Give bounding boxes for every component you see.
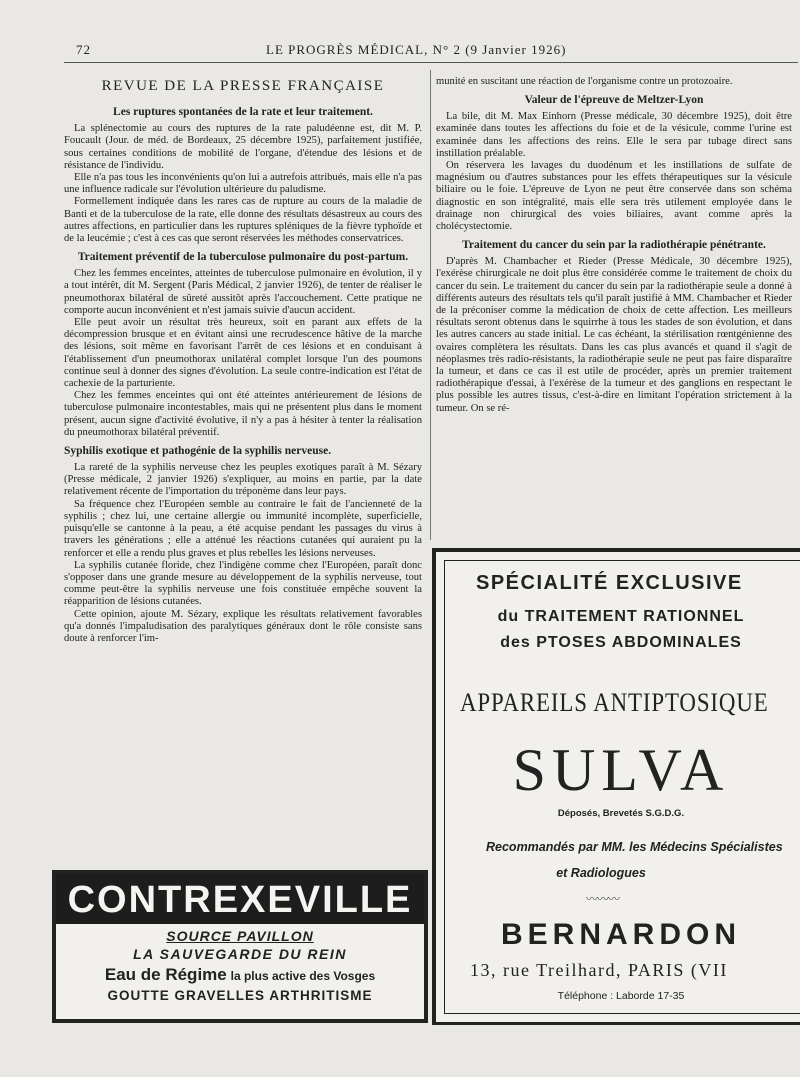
- maker-telephone: Téléphone : Laborde 17-35: [557, 990, 685, 1002]
- ornament-squiggle: 〰〰〰: [586, 892, 620, 906]
- tagline: LA SAUVEGARDE DU REIN: [133, 946, 347, 962]
- advertisement-contrexeville: [52, 870, 428, 1023]
- article-paragraph: Formellement indiquée dans les rares cas de rupture au cours de la maladie de Banti et de la tuberculose de la rate, elle donne des résultats désastreux au cours des autres affections, en particulier dans les ruptures spléniques de la fièvre typhoïde et de la leucémie ; c'est à ces cas que seront réservées les méthodes conservatrices.: [64, 196, 422, 245]
- right-column: [436, 76, 792, 415]
- page-number: 72: [76, 42, 91, 57]
- article-paragraph: La syphilis cutanée floride, chez l'indigène comme chez l'Européen, paraît donc s'opposer dans une grande mesure au développement de la syphilis nerveuse, tout comme peut-être la syphilis nerveuse une fois constituée empêche souvent la réapparition de lésions cutanées.: [64, 559, 422, 608]
- section-title: REVUE DE LA PRESSE FRANÇAISE: [101, 78, 385, 94]
- advertisement-sulva: [432, 548, 800, 1025]
- article-paragraph: Cette opinion, ajoute M. Sézary, explique les résultats relativement favorables qu'a donnés l'impaludisation des paralytiques généraux dont le rôle consiste sans doute à renforcer l'im-: [64, 608, 422, 644]
- article-paragraph: Sa fréquence chez l'Européen semble au contraire le fait de l'ancienneté de la syphilis ; chez lui, une certaine allergie ou immunité incomplète, superficielle, puisqu'elle se cantonne à la peau, a été acquise pendant les passages du virus à travers les générations ; elle a atténué les réactions cutanées qui auraient pu la renforcer et elle a rendu plus graves et plus rebelles les lésions nerveuses.: [64, 498, 422, 559]
- traitement-rationnel: du TRAITEMENT RATIONNEL: [497, 608, 745, 625]
- running-title: LE PROGRÈS MÉDICAL, N° 2 (9 Janvier 1926): [266, 42, 567, 57]
- bernardon-maker: BERNARDON: [501, 918, 741, 951]
- article-paragraph: On réservera les lavages du duodénum et les instillations de sulfate de magnésium ou d'autres substances pour les effets thérapeutiques sur la vésicule biliaire ou le foie. L'épreuve de Lyon ne peut être conservée dans son schéma diagnostic en son intégralité, mais elle sera très utilement employée dans le drainage non chirurgical des voies biliaires, avant comme après la cholécystectomie.: [436, 160, 792, 233]
- article-paragraph: D'après M. Chambacher et Rieder (Presse Médicale, 30 décembre 1925), l'exérèse chirurgicale ne doit plus être considérée comme le traitement de choix du cancer du sein. Le traitement du cancer du sein par la radiothérapie seule a donné à différents auteurs des résultats tels qu'il paraît justifié à MM. Chambacher et Rieder de la préconiser comme la médication de choix de cette affection. Les meilleurs résultats seront obtenus dans le squirrhe à tous les stades de son évolution, et dans les autres cancers au stade initial. Le cas échéant, la stérilisation rœntgénienne des ovaires complètera les résultats. Dans les cas plus avancés et quand il s'agit de néoplasmes très radio-résistants, la radiothérapie seule ne peut pas faire disparaître la tumeur, et dans ce cas il est utile de procéder, après un premier traitement radiothérapique d'essai, à l'exérèse de la tumeur et des ganglions en respectant le plus possible les autres tissus, c'est-à-dire en limitant l'opération strictement à la tumeur. On se ré-: [436, 256, 792, 414]
- article-title-cancer-sein: Traitement du cancer du sein par la radiothérapie pénétrante.: [462, 239, 766, 252]
- article-paragraph: Chez les femmes enceintes qui ont été atteintes antérieurement de lésions de tuberculose pulmonaire incontestables, mais qui ne présentent plus dans le moment présent, aucun signe d'activité évolutive, il n'y a pas à hésiter à tenter la réalisation du pneumothorax bilatéral préventif.: [64, 390, 422, 438]
- article-title-meltzer-lyon: Valeur de l'épreuve de Meltzer-Lyon: [524, 94, 704, 107]
- article-paragraph: Elle n'a pas tous les inconvénients qu'on lui a autrefois attribués, mais elle n'a pas une influence radicale sur l'évolution ultérieure du paludisme.: [64, 172, 422, 196]
- article-paragraph: Chez les femmes enceintes, atteintes de tuberculose pulmonaire en évolution, il y a tout intérêt, dit M. Sergent (Paris Médical, 2 janvier 1926), de tenter de réaliser le pneumothorax bilatéral de sûreté aussitôt après l'accouchement. Cette pratique ne comporte aucun inconvénient et n'est jamais suivie d'aucun accident.: [64, 268, 422, 316]
- header-rule: [64, 62, 798, 63]
- article-title-tuberculose: Traitement préventif de la tuberculose pulmonaire du post-partum.: [77, 251, 409, 264]
- article-paragraph: Elle peut avoir un résultat très heureux, soit en parant aux effets de la décompression brusque et en évitant ainsi une recrudescence hâtive de la marche des lésions, soit même en favorisant l'arrêt de ces lésions et en conduisant à l'établissement d'un pneumothorax unilatéral complet lorsque l'un des poumons continue seul à donner des signes d'évolution. La seule contre-indication est l'état de cachexie de la parturiente.: [64, 317, 422, 390]
- indications: GOUTTE GRAVELLES ARTHRITISME: [107, 988, 373, 1003]
- article-paragraph: La bile, dit M. Max Einhorn (Presse médicale, 30 décembre 1925), doit être examinée dans toutes les affections du foie et de la vésicule, comme l'urine est examinée dans les affections des reins. Elle le sera par tubage direct sans instillation préalable.: [436, 111, 792, 159]
- ptoses-abdominales: des PTOSES ABDOMINALES: [500, 634, 742, 651]
- article-paragraph: La splénectomie au cours des ruptures de la rate paludéenne est, dit M. P. Foucault (Jour. de méd. de Bordeaux, 25 décembre 1925), parfaitement justifiée, sous certaines conditions de mobilité de l'organe, d'étendue des lésions et de résistance de l'individu.: [64, 123, 422, 171]
- recommandes: Recommandés par MM. les Médecins Spécialistes: [486, 840, 783, 854]
- appareils-antiptosiques: APPAREILS ANTIPTOSIQUE: [460, 688, 769, 717]
- eau-de-regime: Eau de Régime la plus active des Vosges: [104, 965, 376, 984]
- article-title-syphilis: Syphilis exotique et pathogénie de la syphilis nerveuse.: [64, 445, 332, 458]
- contrexeville-banner: CONTREXEVILLE: [56, 874, 424, 924]
- article-title-rate: Les ruptures spontanées de la rate et leur traitement.: [113, 106, 373, 119]
- source-pavillon: SOURCE PAVILLON: [166, 928, 314, 944]
- column-divider: [430, 70, 431, 540]
- sulva-brand: SULVA: [512, 737, 730, 803]
- specialite-exclusive: SPÉCIALITÉ EXCLUSIVE: [476, 572, 743, 594]
- deposes-brevetes: Déposés, Brevetés S.G.D.G.: [557, 808, 685, 819]
- maker-address: 13, rue Treilhard, PARIS (VII: [470, 960, 728, 980]
- radiologues: et Radiologues: [556, 866, 646, 880]
- article-continuation: munité en suscitant une réaction de l'organisme contre un protozoaire.: [436, 76, 733, 87]
- left-column: [64, 76, 422, 645]
- article-paragraph: La rareté de la syphilis nerveuse chez les peuples exotiques paraît à M. Sézary (Presse médicale, 2 janvier 1926) s'expliquer, au moins en partie, par la date relativement récente de l'importation du tréponème dans leur pays.: [64, 462, 422, 498]
